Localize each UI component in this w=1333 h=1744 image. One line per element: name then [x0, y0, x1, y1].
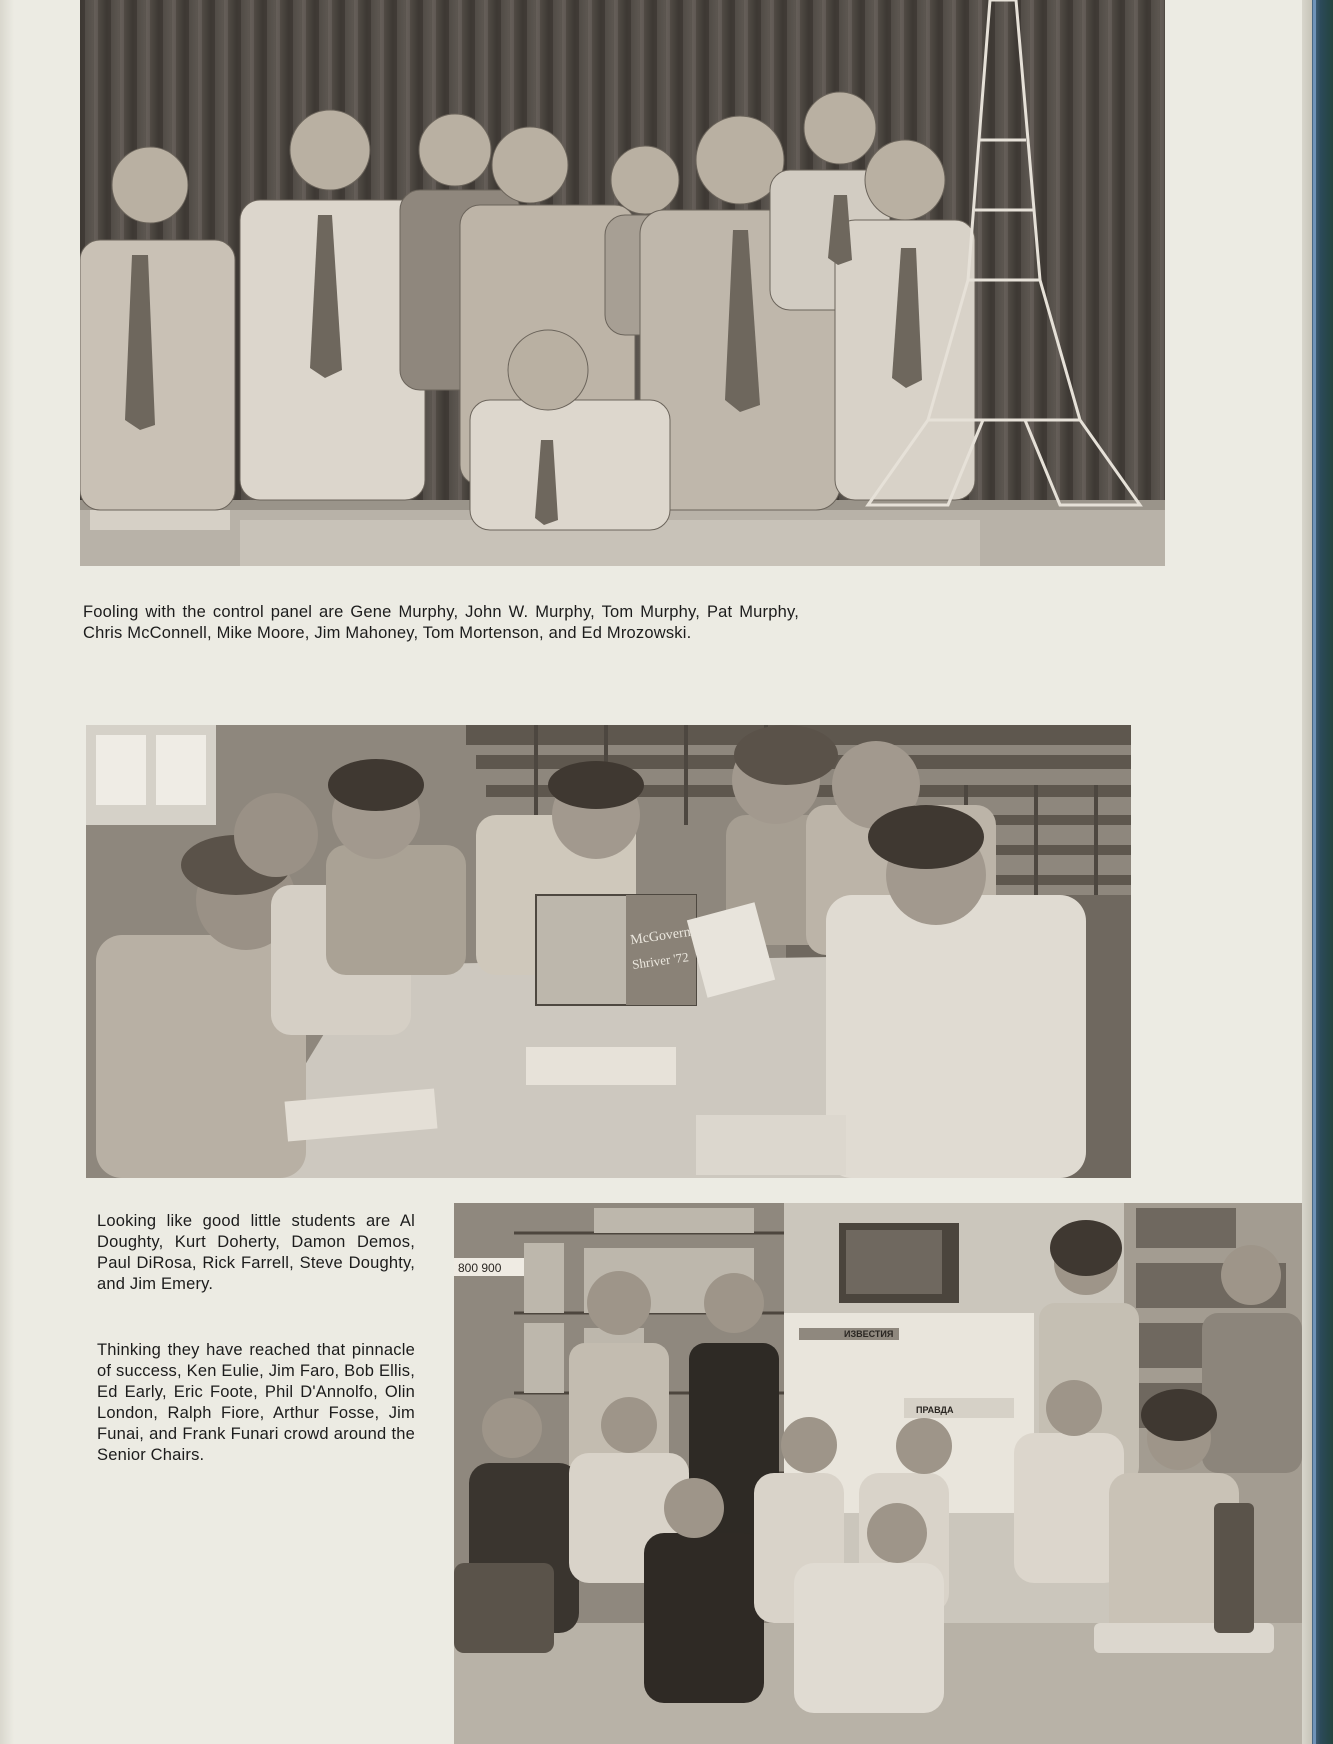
caption-control-panel: Fooling with the control panel are Gene Murphy, John W. Murphy, Tom Murphy, Pat Murphy, Chris McConnell, Mike Moore, Jim Mahoney, Tom Mortenson, and Ed Mrozowski.	[83, 603, 799, 642]
book-cover-line2: Shriver '72	[631, 949, 690, 972]
binding-edge-line	[1313, 0, 1316, 1744]
poster-label-2: ПРАВДА	[916, 1405, 954, 1415]
caption-senior-chairs: Thinking they have reached that pinnacle of success, Ken Eulie, Jim Faro, Bob Ellis, Ed Early, Eric Foote, Phil D'Annolfo, Olin London, Ralph Fiore, Arthur Fosse, Jim Funai, and Frank Funari crowd around the Senior Chairs.	[97, 1341, 415, 1464]
shelf-sign: 800 900	[458, 1261, 502, 1275]
book-cover-line1: McGovern	[629, 924, 692, 949]
page-edge	[1302, 0, 1312, 1744]
caption-good-students: Looking like good little students are Al Doughty, Kurt Doherty, Damon Demos, Paul DiRosa, Rick Farrell, Steve Doughty, and Jim Emery.	[97, 1212, 415, 1293]
photo-library-table	[86, 725, 1131, 1178]
photo-control-panel-group	[80, 0, 1165, 566]
page-left-shade	[0, 0, 14, 1744]
poster-label-1: ИЗВЕСТИЯ	[844, 1329, 894, 1339]
photo-senior-chairs	[454, 1203, 1302, 1744]
